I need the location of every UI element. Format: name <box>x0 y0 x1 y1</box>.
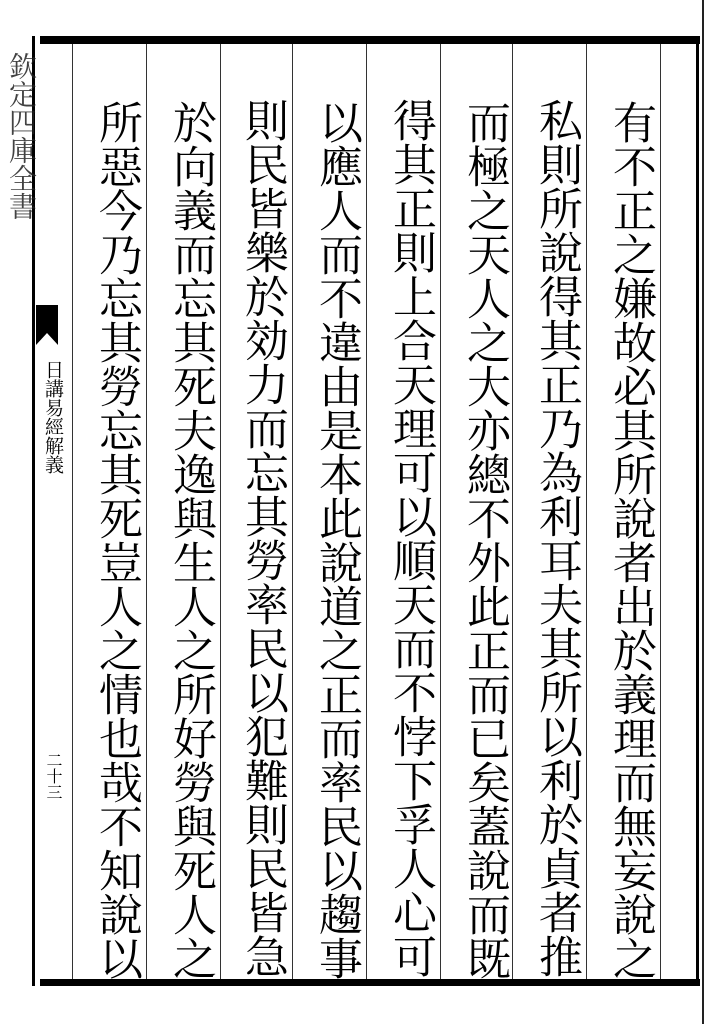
text-column-1: 有不正之嫌故必其所說者出於義理而無妄說之 <box>605 100 656 980</box>
fishtail-mark <box>36 305 58 345</box>
column-separator <box>586 44 587 979</box>
frame-bottom-rule <box>40 979 700 986</box>
text-column-6: 則民皆樂於効力而忘其勞率民以犯難則民皆急 <box>237 98 288 978</box>
text-column-3: 而極之天人之大亦總不外此正而已矣蓋說而既 <box>459 100 510 980</box>
column-separator <box>72 44 73 979</box>
column-separator <box>366 44 367 979</box>
column-separator <box>220 44 221 979</box>
margin-book-title: 日講易經解義 <box>42 360 64 474</box>
text-column-7: 於向義而忘其死夫逸與生人之所好勞與死人之 <box>165 100 216 980</box>
text-column-4: 得其正則上合天理可以順天而不悖下孚人心可 <box>385 98 436 978</box>
text-column-5: 以應人而不違由是本此說道之正而率民以趨事 <box>311 100 362 980</box>
frame-top-rule <box>40 36 700 44</box>
text-column-8: 所惡今乃忘其勞忘其死豈人之情也哉不知說以 <box>91 100 142 980</box>
column-separator <box>660 44 661 979</box>
column-separator <box>146 44 147 979</box>
page-edge <box>702 0 721 1024</box>
column-separator <box>440 44 441 979</box>
frame-right-rule <box>696 36 699 986</box>
text-column-2: 私則所說得其正乃為利耳夫其所以利於貞者推 <box>531 98 582 978</box>
margin-series-title: 欽定四庫全書 <box>5 52 38 220</box>
column-separator <box>512 44 513 979</box>
margin-page-number: 二十三 <box>44 752 63 800</box>
column-separator <box>292 44 293 979</box>
